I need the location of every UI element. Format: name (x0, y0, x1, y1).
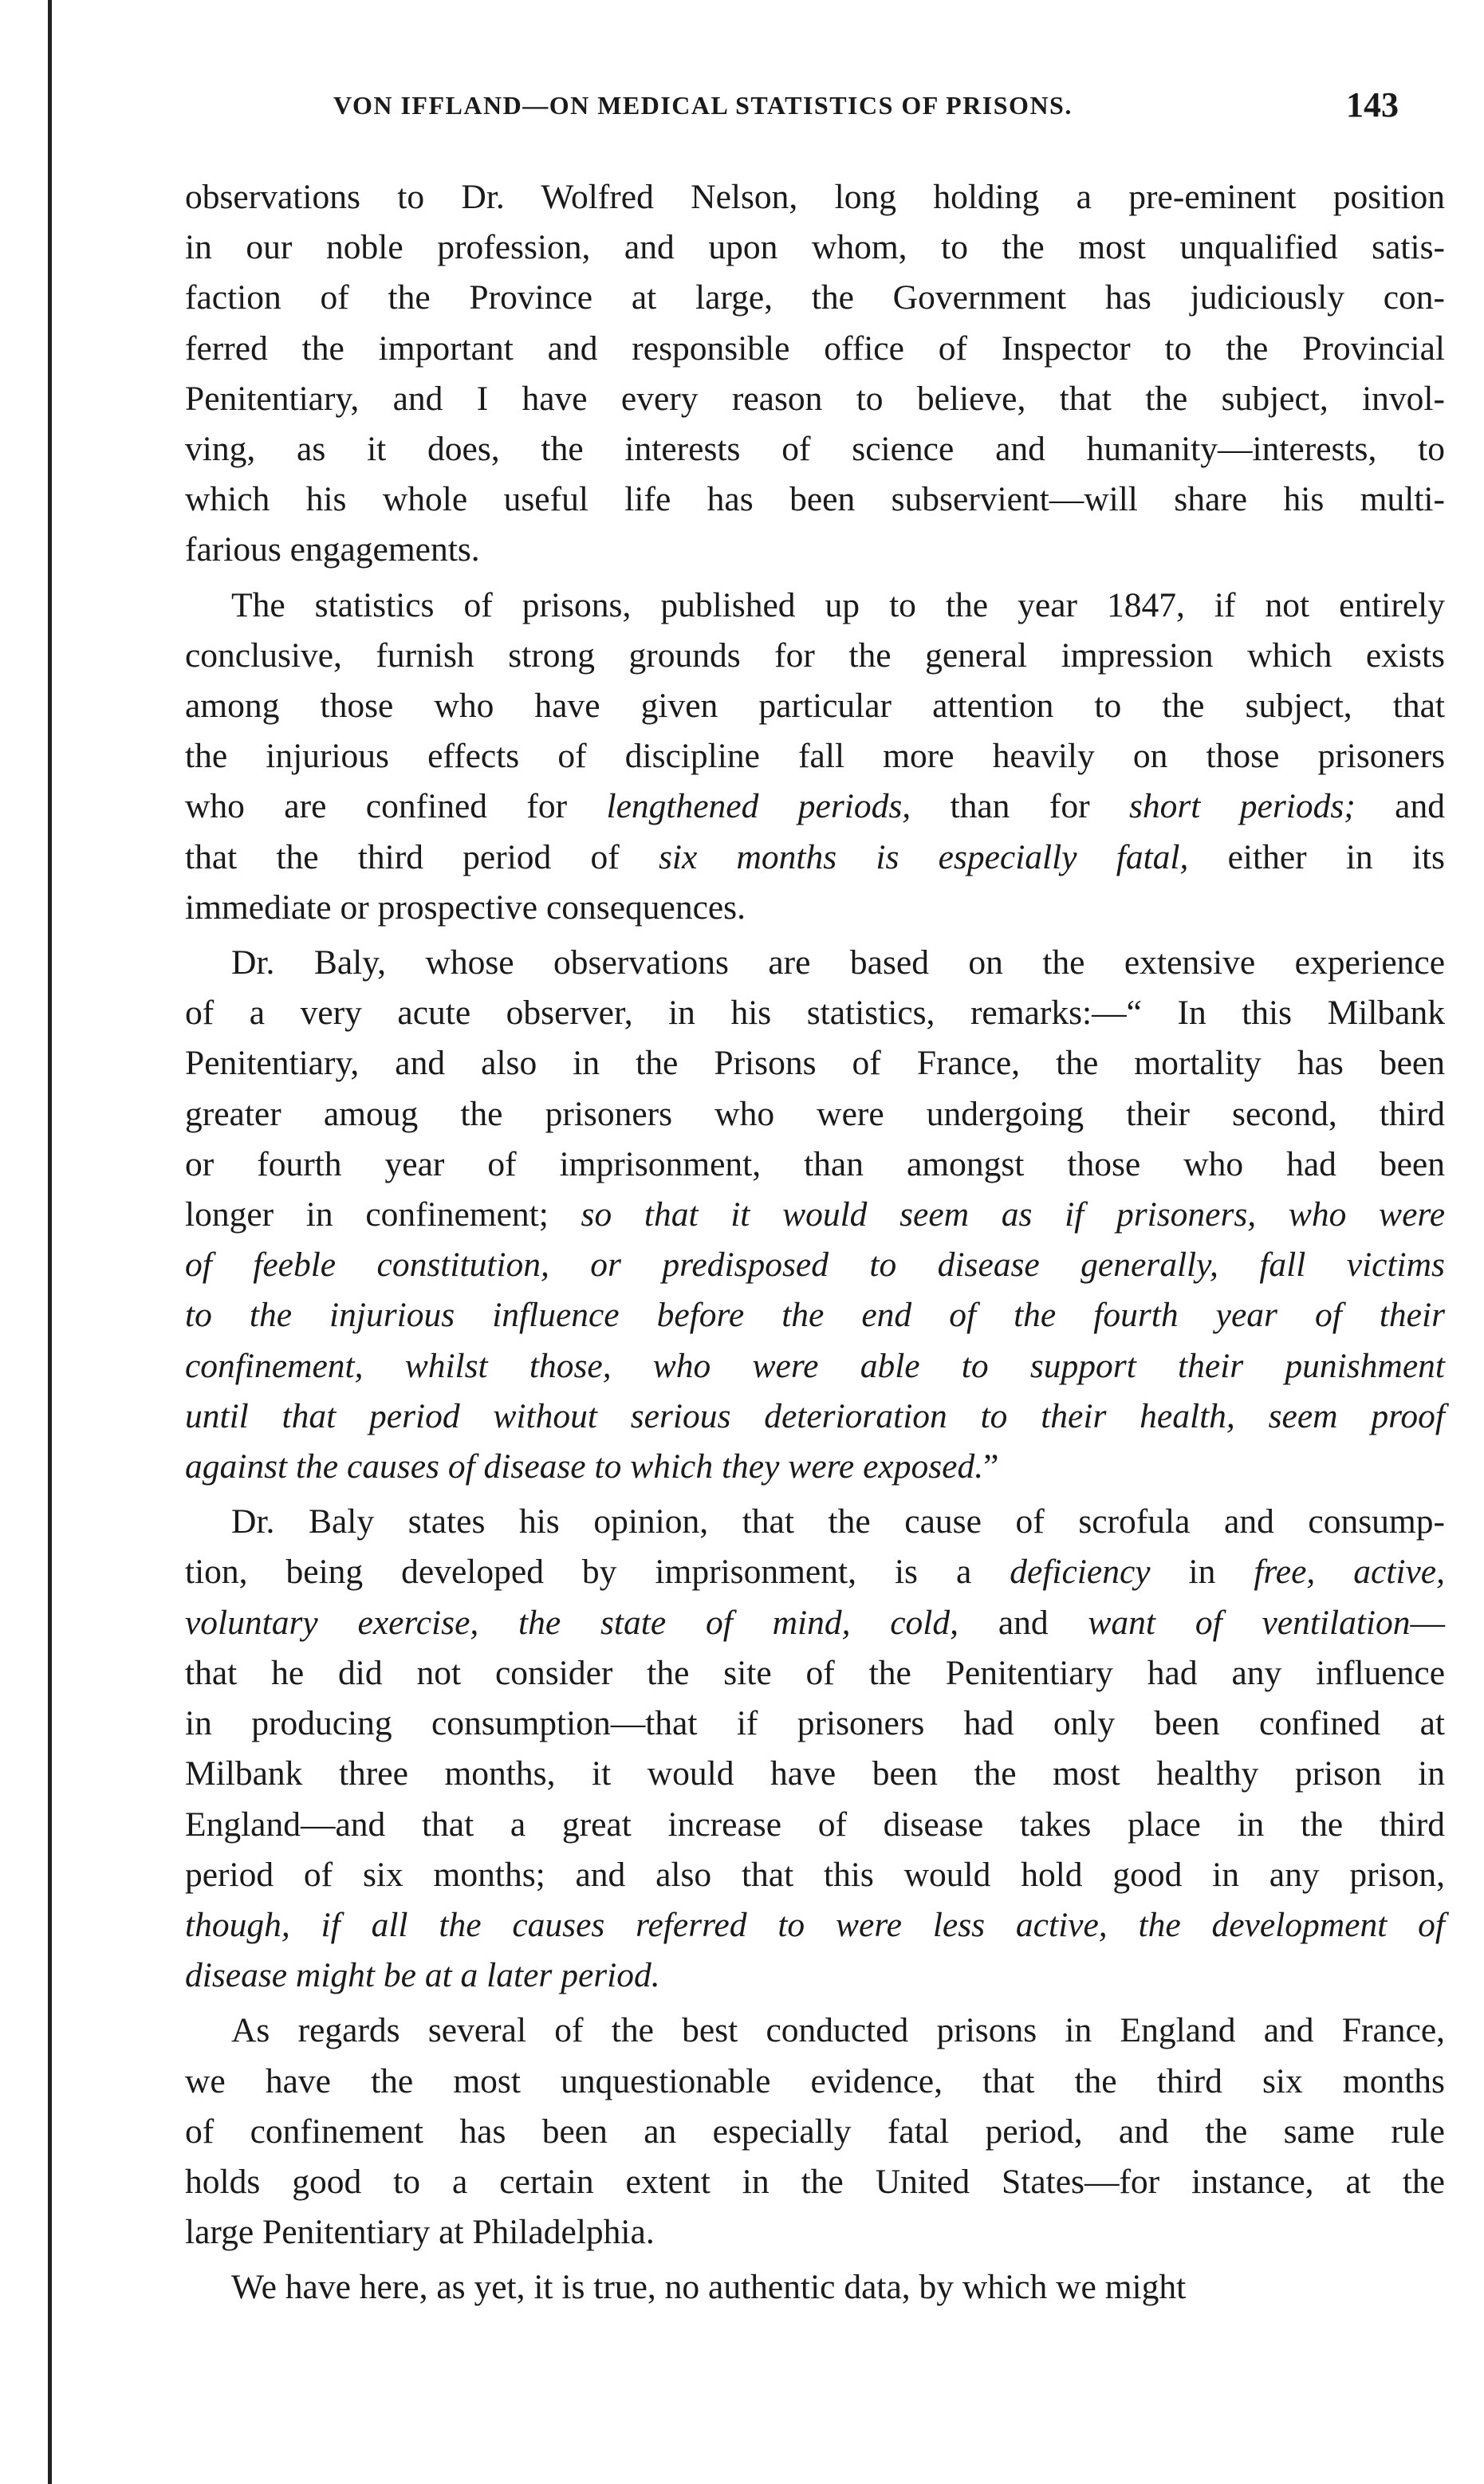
text-run: We have here, as yet, it is true, no authentic data, by which we might (231, 2268, 1187, 2307)
text-line (185, 273, 1445, 323)
text-run: faction of the Province at large, the Government has judiciously con- (185, 278, 1445, 317)
text-run: immediate or prospective consequences. (185, 888, 746, 927)
text-line (185, 1749, 1445, 1799)
italic-text: to the injurious influence before the end of the fourth year of their (185, 1296, 1445, 1335)
text-line (185, 1089, 1445, 1140)
italic-text: six months is especially fatal, (658, 837, 1189, 876)
text-line (185, 1850, 1445, 1900)
binding-edge (48, 0, 52, 2484)
text-line (185, 883, 1445, 933)
text-line (185, 424, 1445, 474)
text-line (185, 833, 1445, 883)
text-run: — (1410, 1603, 1445, 1642)
text-run: either in its (1188, 837, 1445, 876)
paragraph (185, 1497, 1445, 2001)
text-line (185, 681, 1445, 731)
text-line (185, 1140, 1445, 1190)
text-line (185, 2057, 1445, 2107)
text-run: in (1150, 1553, 1254, 1592)
text-line (185, 988, 1445, 1038)
text-line (185, 1900, 1445, 1951)
text-run: Dr. Baly, whose observations are based on the extensive experience (231, 943, 1445, 982)
paragraph (185, 938, 1445, 1492)
text-line (185, 324, 1445, 374)
italic-text: disease might be at a later period. (185, 1956, 660, 1995)
text-line (185, 1190, 1445, 1240)
text-line (185, 2157, 1445, 2207)
paragraph (185, 2262, 1445, 2313)
text-run: farious engagements. (185, 530, 480, 569)
text-run: longer in confinement; (185, 1195, 581, 1234)
text-line (185, 1442, 1445, 1492)
text-run: England—and that a great increase of disease takes place in the third (185, 1805, 1445, 1844)
text-run: ” (983, 1447, 999, 1486)
text-line (185, 1648, 1445, 1699)
text-run: among those who have given particular attention to the subject, that (185, 687, 1445, 726)
text-run: in producing consumption—that if prisoners had only been confined at (185, 1704, 1445, 1743)
text-run: Dr. Baly states his opinion, that the cause of scrofula and consump- (231, 1502, 1445, 1541)
italic-text: voluntary exercise, the state of mind, cold, (185, 1603, 959, 1642)
text-run: The statistics of prisons, published up to the year 1847, if not entirely (231, 585, 1445, 624)
text-line (185, 731, 1445, 781)
text-run: greater amoug the prisoners who were undergoing their second, third (185, 1094, 1445, 1133)
text-body (185, 172, 1445, 2313)
text-line (185, 581, 1445, 631)
italic-text: against the causes of disease to which they were exposed. (185, 1447, 984, 1486)
text-line (185, 374, 1445, 424)
text-line (185, 2107, 1445, 2157)
text-run: of confinement has been an especially fatal period, and the same rule (185, 2112, 1445, 2151)
text-run: in our noble profession, and upon whom, to the most unqualified satis- (185, 228, 1445, 267)
italic-text: until that period without serious deterioration to their health, seem proof (185, 1396, 1445, 1435)
text-run: ferred the important and responsible office of Inspector to the Provincial (185, 329, 1445, 368)
text-line (185, 2006, 1445, 2056)
text-line (185, 781, 1445, 832)
text-line (185, 1240, 1445, 1290)
text-run: or fourth year of imprisonment, than amongst those who had been (185, 1144, 1445, 1183)
italic-text: though, if all the causes referred to were less active, the development of (185, 1905, 1445, 1944)
text-run: of a very acute observer, in his statistics, remarks:—“ In this Milbank (185, 994, 1445, 1033)
paragraph (185, 581, 1445, 933)
text-run: Milbank three months, it would have been the most healthy prison in (185, 1754, 1445, 1793)
text-line (185, 222, 1445, 273)
text-run: ving, as it does, the interests of science and humanity—interests, to (185, 430, 1445, 469)
text-run: observations to Dr. Wolfred Nelson, long holding a pre-eminent position (185, 178, 1445, 216)
text-line (185, 1598, 1445, 1648)
italic-text: of feeble constitution, or predisposed to disease generally, fall victims (185, 1246, 1445, 1285)
text-run: and (958, 1603, 1088, 1642)
text-run: than for (911, 787, 1129, 826)
text-line (185, 631, 1445, 681)
text-line (185, 525, 1445, 575)
text-line (185, 474, 1445, 525)
text-run: large Penitentiary at Philadelphia. (185, 2213, 655, 2252)
text-line (185, 1699, 1445, 1749)
text-run: we have the most unquestionable evidence, that the third six months (185, 2061, 1445, 2100)
text-line (185, 1038, 1445, 1088)
text-line (185, 938, 1445, 988)
paragraph (185, 2006, 1445, 2258)
text-run: which his whole useful life has been subservient—will share his multi- (185, 480, 1445, 519)
text-run: As regards several of the best conducted prisons in England and France, (231, 2011, 1445, 2050)
italic-text: free, active, (1254, 1553, 1445, 1592)
text-line (185, 2207, 1445, 2258)
text-run: who are confined for (185, 787, 607, 826)
text-run: that he did not consider the site of the Penitentiary had any influence (185, 1653, 1445, 1692)
text-run: period of six months; and also that this would hold good in any prison, (185, 1855, 1445, 1894)
italic-text: confinement, whilst those, who were able to support their punishment (185, 1346, 1445, 1385)
paragraph (185, 172, 1445, 576)
text-run: and (1355, 787, 1445, 826)
italic-text: lengthened periods, (606, 787, 911, 826)
text-run: the injurious effects of discipline fall more heavily on those prisoners (185, 737, 1445, 776)
text-line (185, 2262, 1445, 2313)
text-line (185, 1800, 1445, 1850)
text-line (185, 1951, 1445, 2001)
text-line (185, 1290, 1445, 1340)
text-line (185, 1392, 1445, 1442)
italic-text: deficiency (1010, 1553, 1151, 1592)
page-number: 143 (1346, 85, 1399, 124)
text-run: Penitentiary, and I have every reason to believe, that the subject, invol- (185, 379, 1445, 418)
italic-text: short periods; (1128, 787, 1356, 826)
text-line (185, 1497, 1445, 1547)
running-title: VON IFFLAND—ON MEDICAL STATISTICS OF PRISONS. (333, 91, 1073, 120)
text-run: conclusive, furnish strong grounds for the general impression which exists (185, 636, 1445, 675)
italic-text: so that it would seem as if prisoners, who were (581, 1195, 1446, 1234)
text-line (185, 1547, 1445, 1597)
text-run: that the third period of (185, 837, 659, 876)
text-run: holds good to a certain extent in the United States—for instance, at the (185, 2162, 1445, 2201)
text-run: tion, being developed by imprisonment, is a (185, 1553, 1010, 1592)
text-run: Penitentiary, and also in the Prisons of France, the mortality has been (185, 1044, 1445, 1083)
italic-text: want of ventilation (1088, 1603, 1411, 1642)
text-line (185, 1341, 1445, 1392)
text-line (185, 172, 1445, 222)
